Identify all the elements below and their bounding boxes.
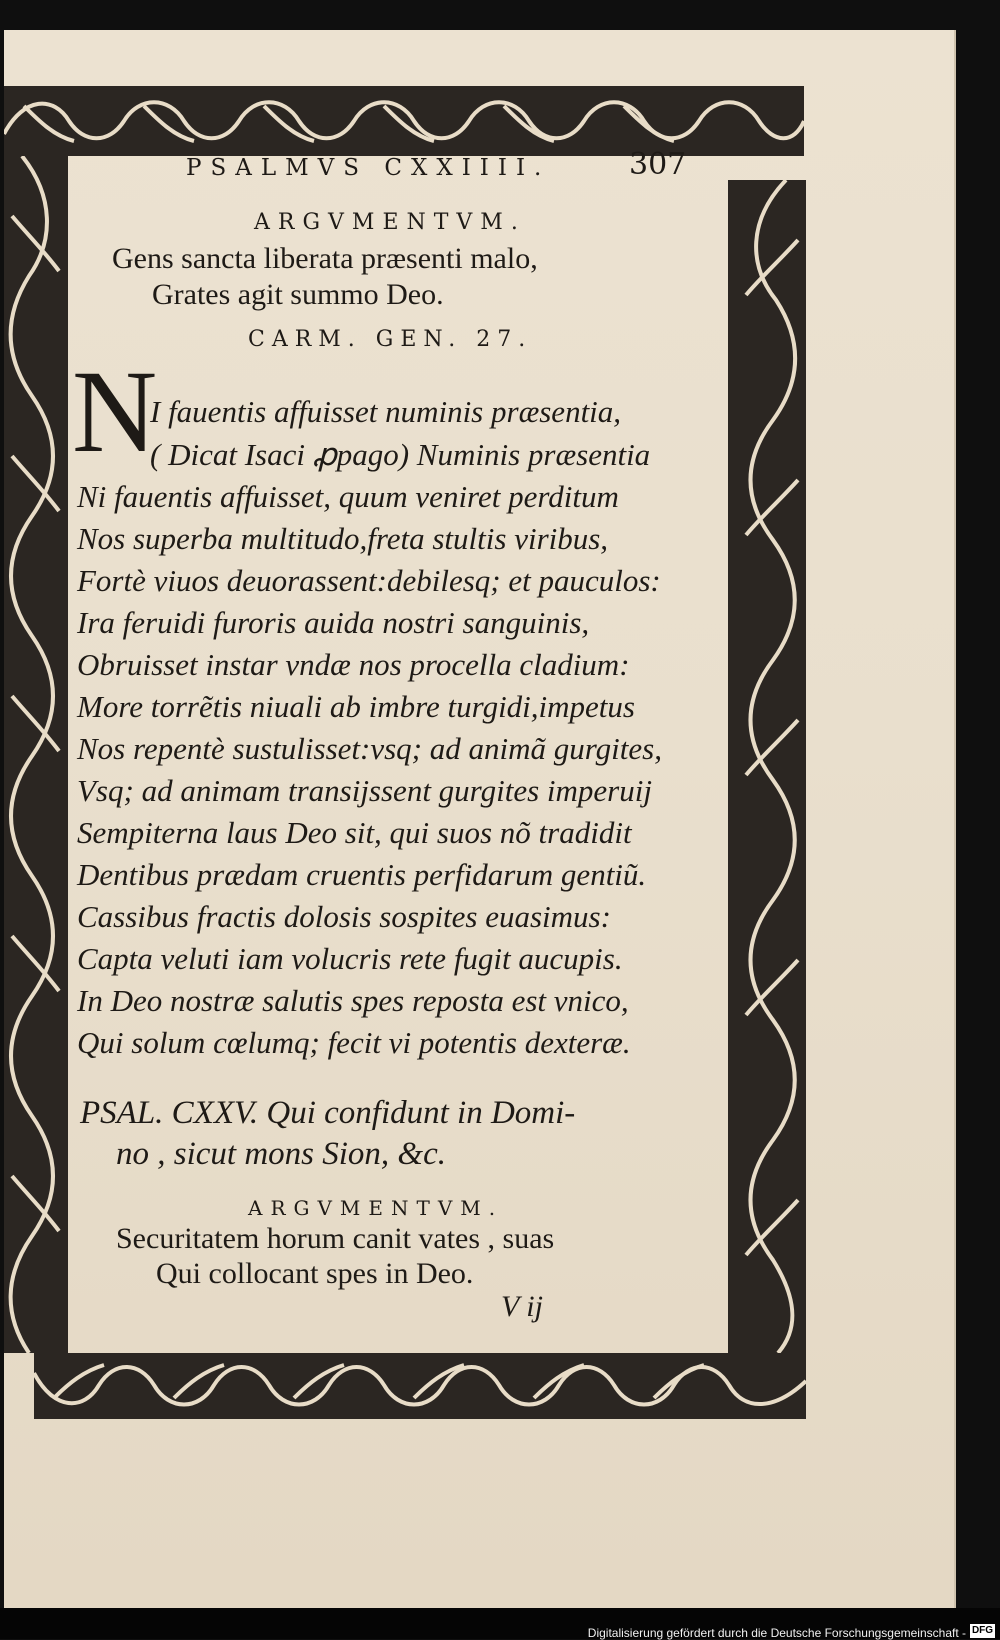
- dfg-logo: DFG: [971, 1625, 994, 1636]
- verse-line: Qui solum cœlumq; fecit vi potentis dexteræ.: [77, 1025, 631, 1060]
- argument-line: Gens sancta liberata præsenti malo,: [112, 242, 538, 275]
- argument-heading: ARGVMENTVM.: [254, 210, 526, 235]
- page-content: [4, 30, 954, 1608]
- verse-line: Ira feruidi furoris auida nostri sanguinis,: [77, 605, 590, 640]
- signature-mark: V ij: [501, 1290, 543, 1323]
- running-head: PSALMVS CXXIIII.: [186, 155, 551, 181]
- book-page: [4, 30, 956, 1608]
- verse-line: More torrẽtis niuali ab imbre turgidi,impetus: [77, 689, 635, 724]
- verse-line: Ni fauentis affuisset, quum veniret perditum: [77, 479, 619, 514]
- verse-line: In Deo nostræ salutis spes reposta est vnico,: [77, 983, 629, 1018]
- drop-cap: N: [72, 346, 158, 477]
- next-psalm-title: no , sicut mons Sion, &c.: [116, 1136, 446, 1172]
- next-psalm-title: PSAL. CXXV. Qui confidunt in Domi-: [80, 1095, 576, 1131]
- argument-line: Grates agit summo Deo.: [152, 278, 444, 311]
- argument-heading-2: ARGVMENTVM.: [248, 1196, 504, 1220]
- verse-line: I fauentis affuisset numinis præsentia,: [150, 394, 622, 429]
- verse-line: ( Dicat Isaci ꝓpago) Numinis præsentia: [150, 437, 651, 472]
- verse-line: Obruisset instar vndæ nos procella cladium:: [77, 647, 630, 682]
- argument2-line: Qui collocant spes in Deo.: [156, 1257, 474, 1290]
- footer-credit: Digitalisierung gefördert durch die Deutsche Forschungsgemeinschaft -: [587, 1626, 966, 1640]
- page-number: 307: [629, 147, 687, 182]
- carmen-heading: CARM. GEN. 27.: [248, 327, 533, 352]
- verse-line: Sempiterna laus Deo sit, qui suos nõ tradidit: [77, 815, 632, 850]
- verse-line: Dentibus prædam cruentis perfidarum gentiũ.: [77, 857, 647, 892]
- verse-line: Cassibus fractis dolosis sospites euasimus:: [77, 899, 611, 934]
- verse-line: Fortè viuos deuorassent:debilesq; et pauculos:: [77, 563, 661, 598]
- verse-line: Nos repentè sustulisset:vsq; ad animã gurgites,: [77, 731, 662, 766]
- verse-line: Capta veluti iam volucris rete fugit aucupis.: [77, 941, 623, 976]
- argument2-line: Securitatem horum canit vates , suas: [116, 1222, 555, 1255]
- verse-line: Vsq; ad animam transijssent gurgites imperuij: [77, 773, 652, 808]
- verse-line: Nos superba multitudo,freta stultis viribus,: [77, 521, 609, 556]
